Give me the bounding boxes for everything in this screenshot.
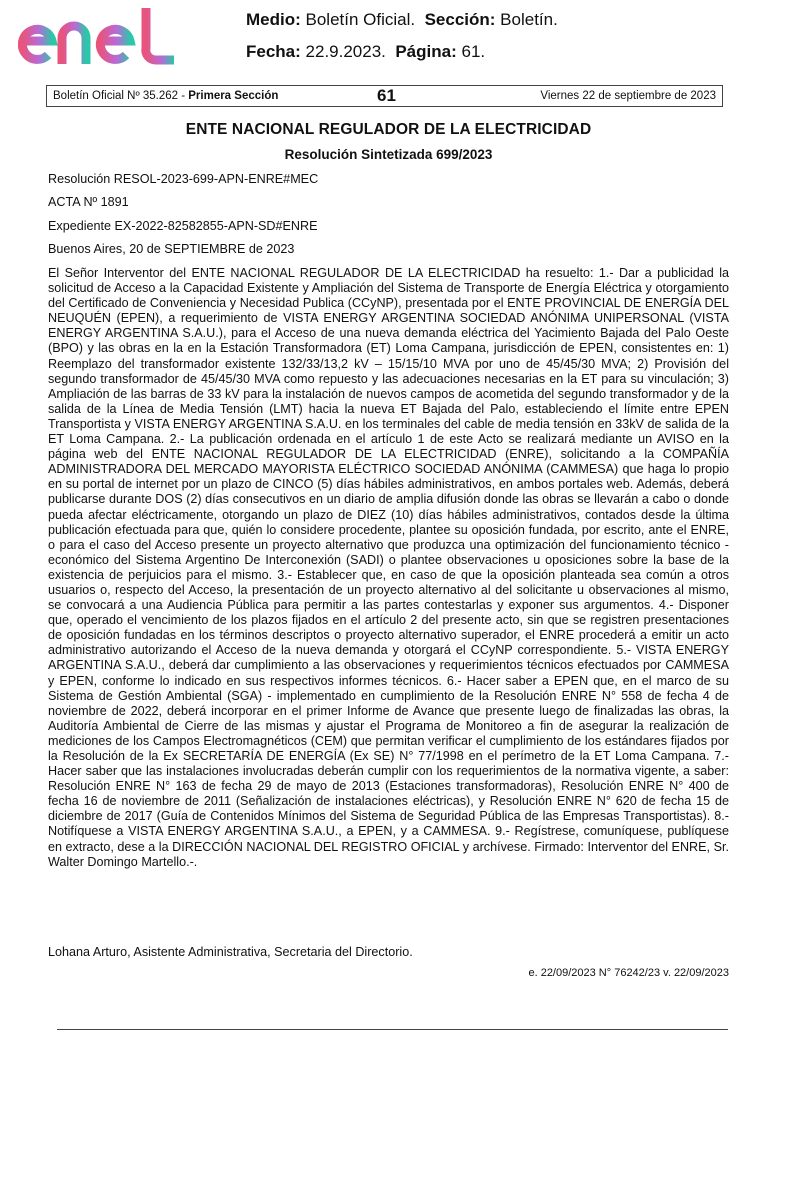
resolution-body: El Señor Interventor del ENTE NACIONAL REGULADOR DE LA ELECTRICIDAD ha resuelto: 1.- Dar a publicidad la solicitud de Acceso a la Capacidad Existente y Ampliación del Sistema de Transporte de Energía Eléctrica y otorgamiento del Certificado de Conveniencia y Necesidad Publica (CCyNP), presentada por el ENTE PROVINCIAL DE ENERGÍA DEL NEUQUÉN (EPEN), a requerimiento de VISTA ENERGY ARGENTINA SOCIEDAD ANÓNIMA UNIPERSONAL (VISTA ENERGY ARGENTINA S.A.U.), para el Acceso de una nueva demanda eléctrica del Yacimiento Bajada del Palo Oeste (BPO) y las obras en la en la Estación Transformadora (ET) Loma Campana, jurisdicción de EPEN, consistentes en: 1) Reemplazo del transformador existente 132/33/13,2 kV – 15/15/10 MVA por uno de 45/45/30 MVA; 2) Provisión del segundo transformador de 45/45/30 MVA como repuesto y las adecuaciones necesarias en la ET para su vinculación; 3) Ampliación de las barras de 33 kV para la instalación de nuevos campos de acometida del segundo transformador y de la salida de la Línea de Media Tensión (LMT) hacia la nueva ET Bajada del Palo, estableciendo el límite entre EPEN Transportista y VISTA ENERGY ARGENTINA S.A.U. en los terminales del cable de media tensión en 33kV de salida de la ET Loma Campana. 2.- La publicación ordenada en el artículo 1 de este Acto se realizará mediante un AVISO en la página web del ENTE NACIONAL REGULADOR DE LA ELECTRICIDAD (ENRE), solicitando a la COMPAÑÍA ADMINISTRADORA DEL MERCADO MAYORISTA ELÉCTRICO SOCIEDAD ANÓNIMA (CAMMESA) que haga lo propio en su portal de internet por un plazo de CINCO (5) días hábiles administrativos, en ambos portales web. Además, deberá publicarse durante DOS (2) días consecutivos en un diario de amplia difusión donde las obras se llevarán a cabo o donde pueda afectar eléctricamente, otorgando un plazo de DIEZ (10) días hábiles administrativos, contados desde la última publicación efectuada para que, quién lo considere procedente, plantee su oposición fundada, por escrito, ante el ENRE, o para el caso del Acceso presente un proyecto alternativo que produzca una optimización del funcionamiento técnico - económico del Sistema Argentino De Interconexión (SADI) o plantee observaciones u oposiciones sobre la base de la existencia de perjuicios para el mismo. 3.- Establecer que, en caso de que la oposición planteada sea común a otros usuarios o, respecto del Acceso, la presentación de un proyecto alternativo al del solicitante u observaciones al mismo, se convocará a una Audiencia Pública para permitir a las partes contestarlas y exponer sus argumentos. 4.- Disponer que, operado el vencimiento de los plazos fijados en el artículo 2 del presente acto, sin que se registren presentaciones de oposición fundadas en los términos descriptos o proyecto alternativo superador, el ENRE procederá a emitir un acto administrativo autorizando el Acceso de la nueva demanda y otorgará el CCyNP correspondiente. 5.- VISTA ENERGY ARGENTINA S.A.U., deberá dar cumplimiento a las observaciones y requerimientos técnicos efectuados por CAMMESA y EPEN, conforme lo indicado en sus respectivos informes técnicos. 6.- Hacer saber a EPEN que, en el marco de su Sistema de Gestión Ambiental (SGA) - implementado en cumplimiento de la Resolución ENRE N° 558 de fecha 4 de noviembre de 2022, deberá incorporar en el primer Informe de Avance que presente luego de finalizadas las obras, la Auditoría Ambiental de Cierre de las mismas y ajustar el Programa de Monitoreo a fin de asegurar la realización de mediciones de los Campos Electromagnéticos (CEM) que permitan verificar el cumplimiento de los estándares fijados por la Resolución de la Ex SECRETARÍA DE ENERGÍA (Ex SE) N° 77/1998 en el perímetro de la ET Loma Campana. 7.- Hacer saber que las instalaciones involucradas deberán cumplir con los requerimientos de la normativa vigente, a saber: Resolución ENRE N° 163 de fecha 29 de mayo de 2013 (Estaciones transformadoras), Resolución ENRE N° 400 de fecha 16 de noviembre de 2011 (Señalización de instalaciones eléctricas), y Resolución ENRE N° 620 de fecha 15 de diciembre de 2017 (Guía de Contenidos Mínimos del Sistema de Seguridad Pública de las Empresas Transportistas). 8.- Notifíquese a VISTA ENERGY ARGENTINA S.A.U., a EPEN, y a CAMMESA. 9.- Regístrese, comuníquese, publíquese en extracto, dese a la DIRECCIÓN NACIONAL DEL REGISTRO OFICIAL y archívese. Firmado: Interventor del ENRE, Sr. Walter Domingo Martello.-. <box>48 266 729 869</box>
pagina-value: 61. <box>461 42 486 61</box>
enel-logo <box>18 8 178 66</box>
document-title: ENTE NACIONAL REGULADOR DE LA ELECTRICIDAD <box>185 121 592 138</box>
place-date: Buenos Aires, 20 de SEPTIEMBRE de 2023 <box>48 242 295 256</box>
bulletin-page-number: 61 <box>377 86 396 105</box>
medio-label: Medio: <box>246 10 301 29</box>
signature-line: Lohana Arturo, Asistente Administrativa, Secretaria del Directorio. <box>48 945 413 959</box>
seccion-value: Boletín. <box>500 10 558 29</box>
medio-value: Boletín Oficial. <box>305 10 416 29</box>
header-medio-seccion <box>246 10 558 30</box>
fecha-label: Fecha: <box>246 42 301 61</box>
acta-number: ACTA Nº 1891 <box>48 195 129 209</box>
expediente-number: Expediente EX-2022-82582855-APN-SD#ENRE <box>48 219 318 233</box>
bulletin-header-bar <box>46 85 723 107</box>
fecha-value: 22.9.2023. <box>305 42 386 61</box>
resolution-number: Resolución RESOL-2023-699-APN-ENRE#MEC <box>48 172 319 186</box>
seccion-label: Sección: <box>424 10 496 29</box>
footer-divider <box>57 1029 728 1030</box>
bulletin-issue: Boletín Oficial Nº 35.262 - Primera Sección <box>53 90 279 102</box>
bulletin-date: Viernes 22 de septiembre de 2023 <box>540 90 716 102</box>
pagina-label: Página: <box>395 42 457 61</box>
document-subtitle: Resolución Sintetizada 699/2023 <box>284 147 493 162</box>
publication-reference: e. 22/09/2023 N° 76242/23 v. 22/09/2023 <box>528 967 729 979</box>
header-fecha-pagina <box>246 42 485 62</box>
